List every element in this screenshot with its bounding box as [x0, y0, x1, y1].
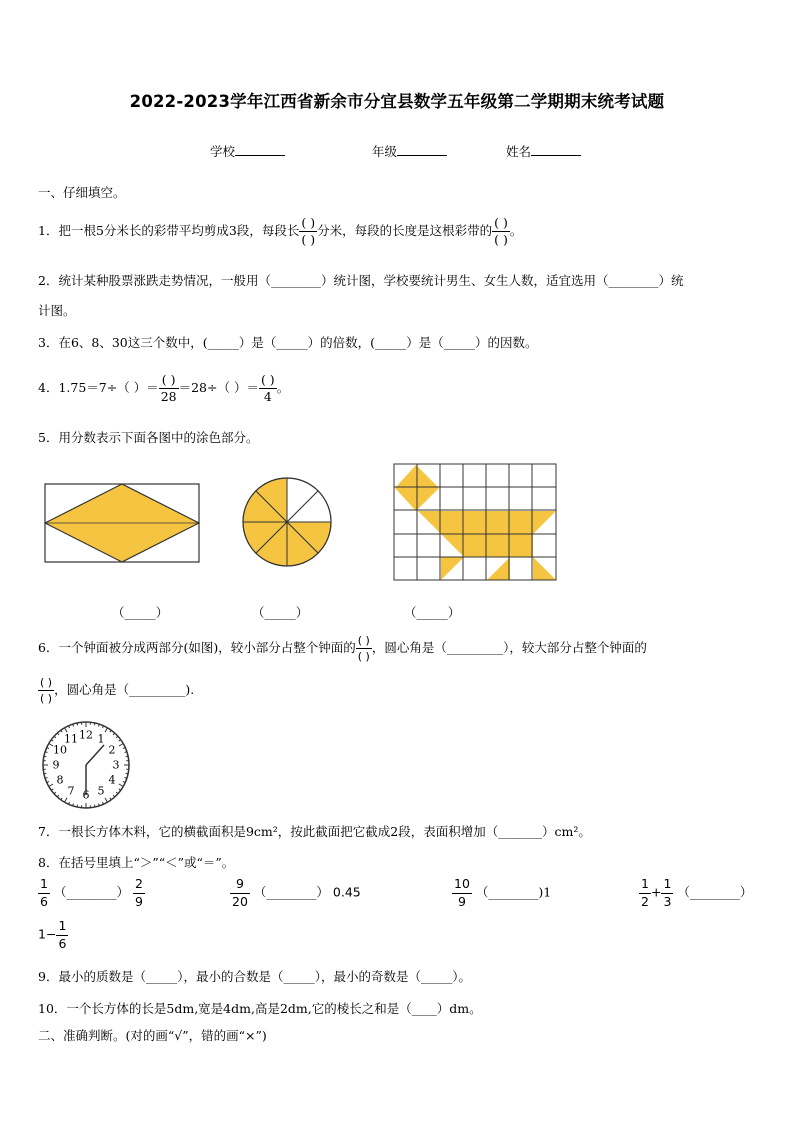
- clock-tick: [94, 723, 95, 725]
- question-10: 10．一个长方体的长是5dm,宽是4dm,高是2dm,它的棱长之和是（____）dm。: [38, 1001, 482, 1016]
- q6-fraction-2[interactable]: $\frac{( )}{( )}$: [40, 676, 53, 705]
- clock-number: 2: [108, 743, 116, 757]
- question-7: 7．一根长方体木料，它的横截面积是9cm²，按此截面把它截成2段，表面积增加（_______）cm²。: [38, 824, 591, 839]
- q4-fraction-2[interactable]: $\frac{( )}{4}$: [260, 371, 275, 404]
- question-2-line-2: 计图。: [38, 303, 76, 318]
- name-blank[interactable]: [531, 142, 581, 156]
- clock-tick: [126, 773, 128, 774]
- grade-field[interactable]: [372, 142, 447, 160]
- q8-blank-3[interactable]: （________: [475, 884, 539, 900]
- q1-fraction-1[interactable]: $\frac{( )}{( )}$: [301, 214, 316, 247]
- clock-tick: [77, 723, 78, 725]
- question-4: 4．1.75＝7÷（ ）＝ $\frac{( )}{28}$ ＝28÷（ ）＝ $\frac{( )}{4}$ 。: [38, 371, 290, 404]
- school-blank[interactable]: [235, 142, 285, 156]
- section-heading-2: 二、准确判断。(对的画“√”，错的画“×”): [38, 1028, 267, 1043]
- name-label: 姓名: [506, 144, 532, 159]
- question-2-line-1: 2．统计某种股票涨跌走势情况，一般用（________）统计图，学校要统计男生、女生人数，适宜选用（________）统: [38, 273, 684, 288]
- clock-number: 12: [79, 728, 93, 742]
- question-6-line-1: 6．一个钟面被分成两部分(如图)，较小部分占整个钟面的 $\frac{( )}{( )}$ ，圆心角是（_________），较大部分占整个钟面的: [38, 634, 647, 663]
- question-3: 3．在6、8、30这三个数中，(_____）是（_____）的倍数，(_____）是（_____）的因数。: [38, 335, 538, 350]
- clock-number: 4: [108, 773, 116, 787]
- clock-tick: [126, 756, 128, 757]
- name-field[interactable]: [506, 142, 581, 160]
- clock-tick: [44, 773, 46, 774]
- q8-item-5: 1− $\frac{1}{6}$: [38, 918, 67, 951]
- q8-blank-1[interactable]: （________）: [53, 884, 129, 900]
- clock-tick: [44, 756, 46, 757]
- q5-answer-2[interactable]: （_____）: [252, 605, 309, 620]
- q8-blank-4[interactable]: （________）: [677, 884, 753, 900]
- clock-number: 5: [97, 784, 105, 798]
- clock-number: 1: [97, 732, 105, 746]
- clock-number: 8: [56, 773, 64, 787]
- question-5: 5．用分数表示下面各图中的涂色部分。: [38, 430, 259, 445]
- q5-answer-1[interactable]: （_____）: [112, 605, 169, 620]
- clock-number: 3: [112, 758, 120, 772]
- clock-number: 11: [64, 732, 78, 746]
- clock-number: 9: [52, 758, 60, 772]
- question-1: 1．把一根5分米长的彩带平均剪成3段，每段长 $\frac{( )}{( )}$ 分米，每段的长度是这根彩带的 $\frac{( )}{( )}$ 。: [38, 214, 523, 247]
- q8-item-1: $\frac{1}{6}$ （________） $\frac{2}{9}$: [40, 876, 143, 909]
- question-6-line-2: $\frac{( )}{( )}$ ，圆心角是（_________).: [40, 676, 195, 705]
- question-8: 8．在括号里填上“＞”“＜”或“＝”。: [38, 855, 235, 870]
- q1-fraction-2[interactable]: $\frac{( )}{( )}$: [494, 214, 508, 247]
- q4-fraction-1[interactable]: $\frac{( )}{28}$: [160, 371, 177, 404]
- clock-tick: [94, 805, 95, 807]
- clock-figure: [40, 719, 132, 811]
- q8-item-2: $\frac{9}{20}$ （________） 0.45: [232, 876, 361, 909]
- page-title: 2022-2023学年江西省新余市分宜县数学五年级第二学期期末统考试题: [129, 92, 665, 111]
- q8-blank-2[interactable]: （________）: [253, 884, 329, 900]
- section-heading-1: 一、仔细填空。: [38, 185, 126, 200]
- pie-figure: [239, 476, 335, 568]
- q8-item-3: $\frac{10}{9}$ （________)1: [454, 876, 552, 909]
- school-field[interactable]: [210, 142, 285, 160]
- q5-answer-3[interactable]: （_____）: [404, 605, 461, 620]
- clock-number: 10: [53, 743, 68, 757]
- rhombus-figure: [44, 483, 200, 563]
- grade-blank[interactable]: [397, 142, 447, 156]
- grid-figure: [393, 463, 559, 583]
- clock-number: 6: [82, 788, 90, 802]
- q8-item-4: $\frac{1}{2}$ + $\frac{1}{3}$ （________）: [641, 876, 753, 909]
- grade-label: 年级: [372, 144, 398, 159]
- clock-number: 7: [67, 784, 75, 798]
- clock-tick: [77, 805, 78, 807]
- q6-fraction-1[interactable]: $\frac{( )}{( )}$: [357, 634, 370, 663]
- school-label: 学校: [210, 144, 236, 159]
- question-9: 9．最小的质数是（_____），最小的合数是（_____），最小的奇数是（_____）。: [38, 969, 471, 984]
